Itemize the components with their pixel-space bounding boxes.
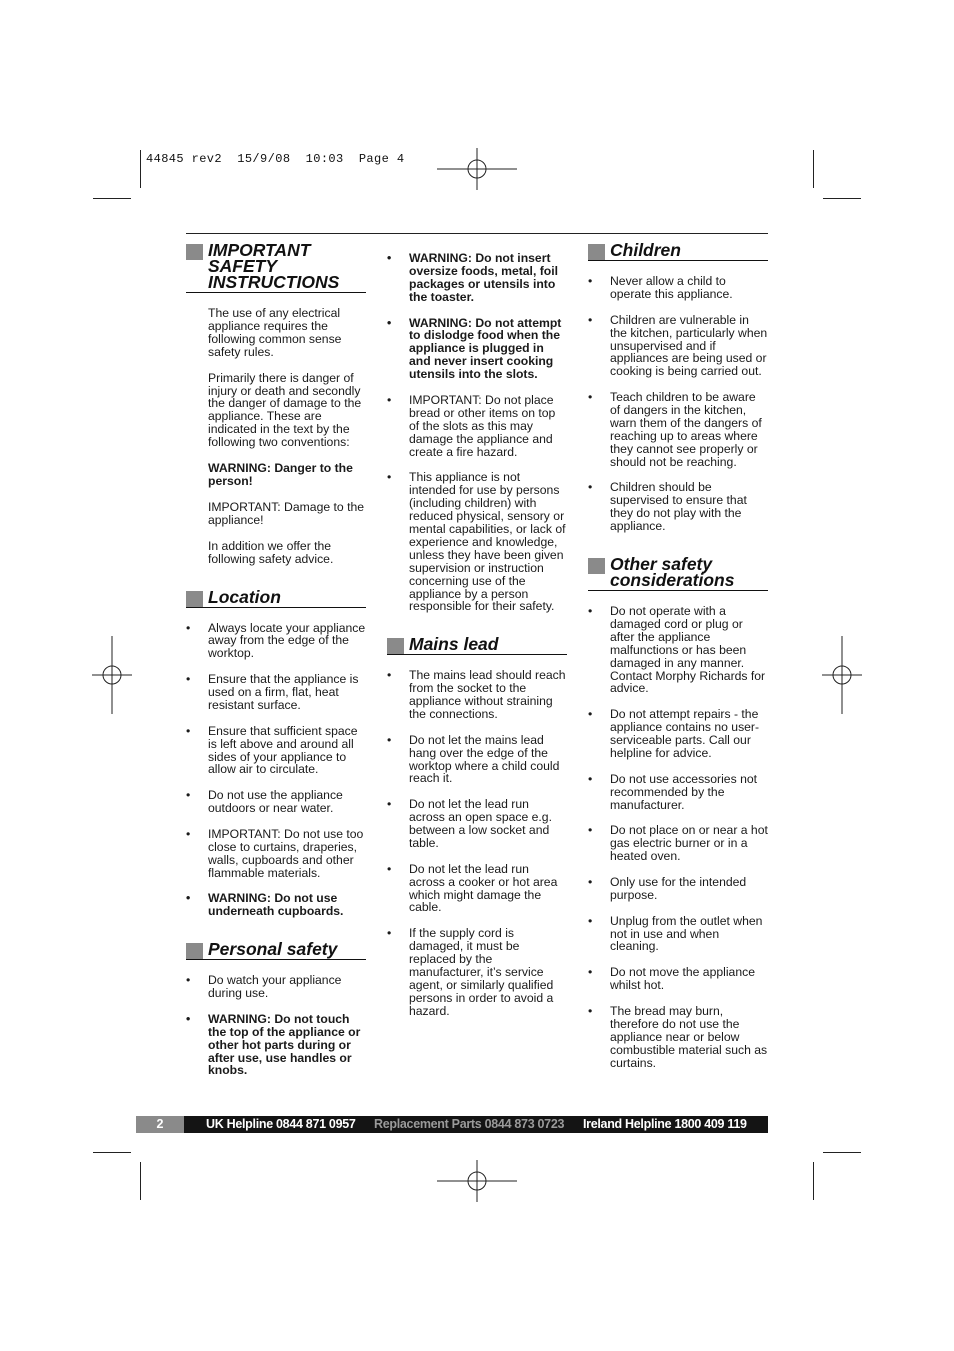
ireland-helpline: Ireland Helpline 1800 409 119	[583, 1117, 747, 1131]
list-item: • This appliance is not intended for use by persons (including children) with reduced physical, sensory or mental capabilities, or lack of experience and knowledge, unless they have been given supervision or instruction concerning use of the appliance by a person responsible for their safety.	[387, 471, 567, 613]
list-item: • Do not let the lead run across a cooker or hot area which might damage the cable.	[387, 863, 567, 915]
list-item: • The mains lead should reach from the socket to the appliance without straining the connections.	[387, 669, 567, 721]
list-item: • Do not operate with a damaged cord or plug or after the appliance malfunctions or has been damaged in any manner. Contact Morphy Richards for advice.	[588, 605, 768, 695]
list-item: • Ensure that the appliance is used on a firm, flat, heat resistant surface.	[186, 673, 366, 712]
intro-paragraph: The use of any electrical appliance requires the following common sense safety rules.	[208, 306, 342, 359]
crop-mark-top-right-horizontal	[823, 198, 861, 199]
crop-mark-bottom-right-vertical	[813, 1162, 814, 1200]
list-item: • Do not place on or near a hot gas electric burner or in a heated oven.	[588, 824, 768, 863]
intro-paragraph: Primarily there is danger of injury or death and secondly the danger of damage to the appliance. These are indicated in the text by the following two conventions:	[208, 370, 362, 450]
registration-mark-right-icon	[822, 636, 862, 714]
location-heading: Location	[186, 589, 366, 608]
list-item: • Do not let the lead run across an open space e.g. between a low socket and table.	[387, 798, 567, 850]
section-square-icon	[186, 591, 203, 607]
registration-mark-bottom-icon	[437, 1160, 517, 1202]
crop-mark-top-left-horizontal	[93, 198, 131, 199]
toaster-warning-list	[387, 252, 567, 613]
location-list	[186, 622, 366, 919]
list-item: • If the supply cord is damaged, it must be replaced by the manufacturer, it’s service agent, or similarly qualified persons in order to avoid a hazard.	[387, 927, 567, 1017]
list-item: • Ensure that sufficient space is left above and around all sides of your appliance to allow air to circulate.	[186, 725, 366, 777]
list-item: • WARNING: Do not insert oversize foods, metal, foil packages or utensils into the toaster.	[387, 252, 567, 304]
list-item: • The bread may burn, therefore do not use the appliance near or below combustible material such as curtains.	[588, 1005, 768, 1070]
children-list	[588, 275, 768, 533]
mains-lead-list	[387, 669, 567, 1017]
top-rule	[186, 233, 768, 234]
list-item: • WARNING: Do not use underneath cupboards.	[186, 892, 366, 918]
heading-line: SAFETY	[208, 256, 278, 276]
registration-mark-top-icon	[437, 148, 517, 190]
important-convention: IMPORTANT: Damage to the appliance!	[208, 499, 365, 527]
list-item: • Never allow a child to operate this appliance.	[588, 275, 768, 301]
other-safety-list	[588, 605, 768, 1070]
list-item: • Children should be supervised to ensure that they do not play with the appliance.	[588, 481, 768, 533]
section-square-icon	[186, 244, 203, 260]
list-item: • Do not let the mains lead hang over the edge of the worktop where a child could reach it.	[387, 734, 567, 786]
other-safety-heading	[588, 553, 768, 591]
list-item: • Teach children to be aware of dangers in the kitchen, warn them of the dangers of reaching up to areas where they cannot see properly or should not be reaching.	[588, 391, 768, 468]
page-number: 2	[136, 1116, 184, 1133]
registration-mark-left-icon	[92, 636, 132, 714]
list-item: • Do not move the appliance whilst hot.	[588, 966, 768, 992]
crop-mark-top-left-vertical	[140, 150, 141, 188]
warning-convention: WARNING: Danger to the person!	[208, 461, 353, 488]
helpline-footer	[136, 1116, 768, 1133]
section-square-icon	[588, 244, 605, 260]
heading-line: IMPORTANT	[208, 240, 311, 260]
heading-line: INSTRUCTIONS	[208, 272, 340, 292]
crop-mark-top-right-vertical	[813, 150, 814, 188]
list-item: • Do not use the appliance outdoors or near water.	[186, 789, 366, 815]
list-item: • Only use for the intended purpose.	[588, 876, 768, 902]
list-item: • Do watch your appliance during use.	[186, 974, 366, 1000]
list-item: • WARNING: Do not attempt to dislodge food when the appliance is plugged in and never insert cooking utensils into the slots.	[387, 317, 567, 382]
children-heading: Children	[588, 242, 768, 261]
heading-line: considerations	[610, 569, 735, 590]
important-safety-heading	[186, 242, 366, 293]
list-item: • Do not attempt repairs - the appliance contains no user-serviceable parts. Call our helpline for advice.	[588, 708, 768, 760]
section-square-icon	[387, 638, 404, 654]
list-item: • IMPORTANT: Do not place bread or other items on top of the slots as this may damage the appliance and create a fire hazard.	[387, 394, 567, 459]
list-item: • WARNING: Do not touch the top of the appliance or other hot parts during or after use, use handles or knobs.	[186, 1013, 366, 1078]
section-square-icon	[588, 558, 605, 574]
heading-line: Other safety	[610, 553, 713, 574]
print-slug: 44845 rev2 15/9/08 10:03 Page 4	[146, 152, 405, 166]
column-3	[588, 242, 768, 1082]
section-square-icon	[186, 943, 203, 959]
crop-mark-bottom-left-vertical	[140, 1162, 141, 1200]
uk-helpline: UK Helpline 0844 871 0957	[206, 1117, 356, 1131]
personal-safety-list	[186, 974, 366, 1077]
replacement-parts-helpline: Replacement Parts 0844 873 0723	[374, 1117, 565, 1131]
list-item: • Always locate your appliance away from the edge of the worktop.	[186, 622, 366, 661]
column-2	[387, 252, 567, 1031]
crop-mark-bottom-left-horizontal	[93, 1152, 131, 1153]
list-item: • Do not use accessories not recommended by the manufacturer.	[588, 773, 768, 812]
list-item: • Children are vulnerable in the kitchen, particularly when unsupervised and if appliances are being used or cooking is being carried out.	[588, 314, 768, 379]
personal-safety-heading: Personal safety	[186, 941, 366, 960]
list-item: • Unplug from the outlet when not in use and when cleaning.	[588, 915, 768, 954]
column-1	[186, 242, 366, 1090]
mains-lead-heading: Mains lead	[387, 636, 567, 655]
list-item: • IMPORTANT: Do not use too close to curtains, draperies, walls, cupboards and other flammable materials.	[186, 828, 366, 880]
intro-paragraph: In addition we offer the following safety advice.	[208, 538, 334, 566]
crop-mark-bottom-right-horizontal	[823, 1152, 861, 1153]
